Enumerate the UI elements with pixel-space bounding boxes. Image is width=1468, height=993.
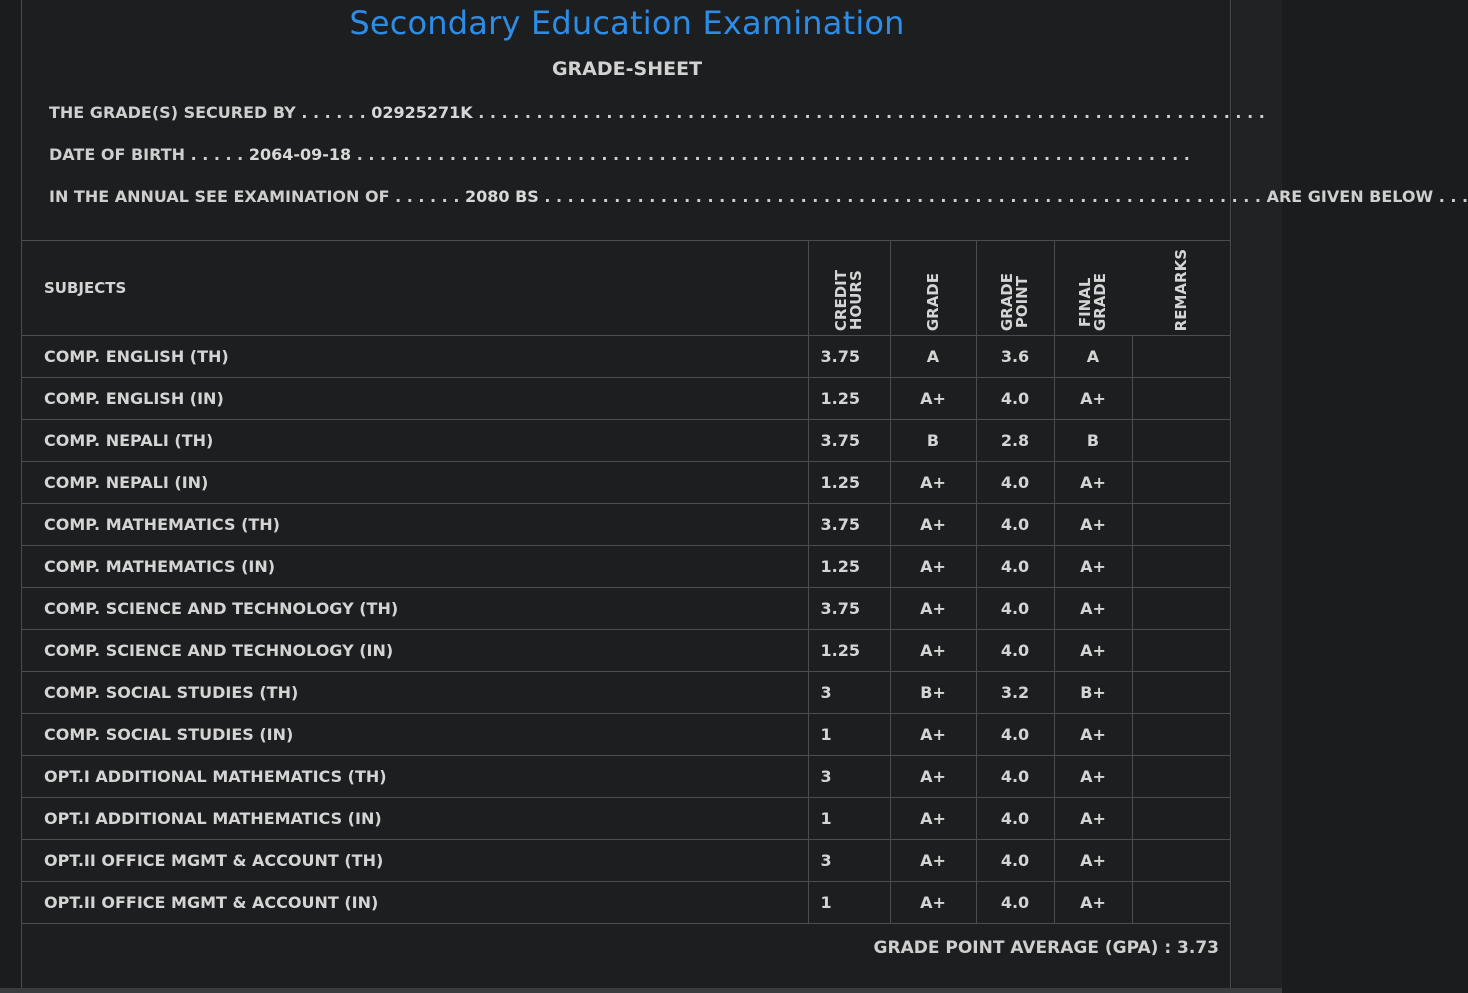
bottom-scrollbar[interactable] bbox=[0, 988, 1282, 993]
header-grade-label bbox=[923, 271, 942, 332]
exam-year: 2080 BS bbox=[464, 187, 539, 206]
grade-cell: A+ bbox=[890, 798, 976, 840]
remarks-cell bbox=[1132, 420, 1231, 462]
table-row bbox=[22, 420, 1231, 462]
credit-hours-cell: 3 bbox=[808, 840, 890, 882]
exam-suffix: ARE GIVEN BELOW . . . bbox=[1266, 187, 1468, 206]
secured-by-label: THE GRADE(S) SECURED BY . . . . . . bbox=[49, 103, 366, 122]
final-grade-cell: B+ bbox=[1054, 672, 1132, 714]
grade-cell: B bbox=[890, 420, 976, 462]
final-grade-cell: A+ bbox=[1054, 504, 1132, 546]
table-row bbox=[22, 462, 1231, 504]
header-grade-point-text-2: POINT bbox=[1013, 276, 1031, 329]
table-header-row bbox=[22, 241, 1231, 336]
final-grade-cell: A+ bbox=[1054, 630, 1132, 672]
date-of-birth: 2064-09-18 bbox=[248, 145, 352, 164]
subject-cell: COMP. SCIENCE AND TECHNOLOGY (IN) bbox=[22, 630, 808, 672]
grade-cell: A+ bbox=[890, 462, 976, 504]
subject-cell: OPT.II OFFICE MGMT & ACCOUNT (TH) bbox=[22, 840, 808, 882]
remarks-cell bbox=[1132, 588, 1231, 630]
remarks-cell bbox=[1132, 504, 1231, 546]
grade-point-cell: 4.0 bbox=[976, 798, 1054, 840]
final-grade-cell: A+ bbox=[1054, 798, 1132, 840]
grade-sheet bbox=[21, 0, 1468, 988]
table-row bbox=[22, 588, 1231, 630]
grade-cell: A+ bbox=[890, 630, 976, 672]
final-grade-cell: A+ bbox=[1054, 546, 1132, 588]
header-remarks bbox=[1132, 241, 1231, 336]
table-row bbox=[22, 672, 1231, 714]
header-grade bbox=[890, 241, 976, 336]
credit-hours-cell: 1 bbox=[808, 882, 890, 924]
date-of-birth-line bbox=[49, 145, 1190, 164]
remarks-cell bbox=[1132, 378, 1231, 420]
grades-table-body bbox=[22, 336, 1231, 924]
table-row bbox=[22, 714, 1231, 756]
credit-hours-cell: 3.75 bbox=[808, 420, 890, 462]
grade-cell: A+ bbox=[890, 588, 976, 630]
final-grade-cell: A bbox=[1054, 336, 1132, 378]
subject-cell: COMP. ENGLISH (TH) bbox=[22, 336, 808, 378]
page-subtitle: GRADE-SHEET bbox=[551, 58, 703, 80]
grade-point-cell: 3.2 bbox=[976, 672, 1054, 714]
table-row bbox=[22, 756, 1231, 798]
credit-hours-cell: 1.25 bbox=[808, 462, 890, 504]
credit-hours-cell: 3 bbox=[808, 672, 890, 714]
final-grade-cell: A+ bbox=[1054, 756, 1132, 798]
header-final-grade-text-2: GRADE bbox=[1091, 273, 1110, 332]
secured-by-line bbox=[49, 103, 1265, 122]
header-final-grade-text-1: FINAL bbox=[1076, 277, 1095, 328]
grade-cell: A+ bbox=[890, 714, 976, 756]
table-row bbox=[22, 504, 1231, 546]
grade-point-cell: 4.0 bbox=[976, 714, 1054, 756]
grades-table bbox=[22, 240, 1231, 924]
grade-point-cell: 4.0 bbox=[976, 840, 1054, 882]
exam-dots: . . . . . . . . . . . . . . . . . . . . . . . . . . . . . . . . . . . . . . . . . . . . . . . . . . . . . . . . . . . . . . bbox=[544, 187, 1262, 206]
subject-cell: COMP. MATHEMATICS (TH) bbox=[22, 504, 808, 546]
credit-hours-cell: 3.75 bbox=[808, 504, 890, 546]
exam-label: IN THE ANNUAL SEE EXAMINATION OF . . . . . . bbox=[49, 187, 460, 206]
header-hours-label: HOURS bbox=[847, 270, 865, 331]
grade-point-cell: 4.0 bbox=[976, 756, 1054, 798]
header-subjects: SUBJECTS bbox=[22, 241, 808, 336]
remarks-cell bbox=[1132, 756, 1231, 798]
subject-cell: COMP. SOCIAL STUDIES (TH) bbox=[22, 672, 808, 714]
remarks-cell bbox=[1132, 798, 1231, 840]
header-credit-hours-label bbox=[834, 268, 864, 331]
table-row bbox=[22, 378, 1231, 420]
credit-hours-cell: 1.25 bbox=[808, 630, 890, 672]
grade-cell: A+ bbox=[890, 378, 976, 420]
subject-cell: COMP. SCIENCE AND TECHNOLOGY (TH) bbox=[22, 588, 808, 630]
header-credit-hours bbox=[808, 241, 890, 336]
remarks-cell bbox=[1132, 714, 1231, 756]
final-grade-cell: A+ bbox=[1054, 882, 1132, 924]
grade-point-cell: 3.6 bbox=[976, 336, 1054, 378]
subject-cell: COMP. ENGLISH (IN) bbox=[22, 378, 808, 420]
header-final-grade bbox=[1054, 241, 1132, 336]
credit-hours-cell: 3.75 bbox=[808, 588, 890, 630]
remarks-cell bbox=[1132, 336, 1231, 378]
subject-cell: COMP. NEPALI (IN) bbox=[22, 462, 808, 504]
grade-point-cell: 4.0 bbox=[976, 588, 1054, 630]
side-panel bbox=[1232, 0, 1282, 993]
secured-by-dots: . . . . . . . . . . . . . . . . . . . . . . . . . . . . . . . . . . . . . . . . . . . . . . . . . . . . . . . . . . . . . . . . . . . . bbox=[478, 103, 1265, 122]
final-grade-cell: A+ bbox=[1054, 462, 1132, 504]
header-remarks-text: REMARKS bbox=[1172, 249, 1190, 332]
header-credit-label: CREDIT bbox=[832, 270, 850, 332]
final-grade-cell: A+ bbox=[1054, 714, 1132, 756]
credit-hours-cell: 3.75 bbox=[808, 336, 890, 378]
grade-point-cell: 4.0 bbox=[976, 462, 1054, 504]
final-grade-cell: A+ bbox=[1054, 840, 1132, 882]
final-grade-cell: B bbox=[1054, 420, 1132, 462]
subject-cell: OPT.I ADDITIONAL MATHEMATICS (TH) bbox=[22, 756, 808, 798]
remarks-cell bbox=[1132, 462, 1231, 504]
table-row bbox=[22, 798, 1231, 840]
header-remarks-label bbox=[1174, 241, 1189, 331]
remarks-cell bbox=[1132, 882, 1231, 924]
subject-cell: COMP. SOCIAL STUDIES (IN) bbox=[22, 714, 808, 756]
header-grade-point bbox=[976, 241, 1054, 336]
final-grade-cell: A+ bbox=[1054, 588, 1132, 630]
grade-cell: A+ bbox=[890, 504, 976, 546]
credit-hours-cell: 1 bbox=[808, 714, 890, 756]
grade-point-cell: 4.0 bbox=[976, 546, 1054, 588]
header-grade-text: GRADE bbox=[923, 273, 942, 332]
header-grade-point-text-1: GRADE bbox=[998, 273, 1016, 332]
header-final-grade-label bbox=[1078, 271, 1108, 331]
table-row bbox=[22, 630, 1231, 672]
page-title: Secondary Education Examination bbox=[349, 4, 905, 42]
exam-line bbox=[49, 187, 1468, 206]
dob-dots: . . . . . . . . . . . . . . . . . . . . . . . . . . . . . . . . . . . . . . . . . . . . . . . . . . . . . . . . . . . . . . . . . . . . . . . . bbox=[356, 145, 1190, 164]
grade-cell: A+ bbox=[890, 546, 976, 588]
remarks-cell bbox=[1132, 546, 1231, 588]
grade-cell: A+ bbox=[890, 882, 976, 924]
grade-point-cell: 4.0 bbox=[976, 378, 1054, 420]
grade-cell: A+ bbox=[890, 756, 976, 798]
credit-hours-cell: 1.25 bbox=[808, 546, 890, 588]
remarks-cell bbox=[1132, 672, 1231, 714]
table-row bbox=[22, 546, 1231, 588]
table-row bbox=[22, 882, 1231, 924]
credit-hours-cell: 3 bbox=[808, 756, 890, 798]
final-grade-cell: A+ bbox=[1054, 378, 1132, 420]
grade-point-cell: 2.8 bbox=[976, 420, 1054, 462]
grade-cell: A bbox=[890, 336, 976, 378]
gpa-summary: GRADE POINT AVERAGE (GPA) : 3.73 bbox=[873, 938, 1219, 958]
grade-point-cell: 4.0 bbox=[976, 630, 1054, 672]
table-row bbox=[22, 840, 1231, 882]
subject-cell: OPT.I ADDITIONAL MATHEMATICS (IN) bbox=[22, 798, 808, 840]
subject-cell: OPT.II OFFICE MGMT & ACCOUNT (IN) bbox=[22, 882, 808, 924]
grade-point-cell: 4.0 bbox=[976, 882, 1054, 924]
remarks-cell bbox=[1132, 630, 1231, 672]
header-grade-point-label bbox=[1000, 271, 1030, 331]
dob-label: DATE OF BIRTH . . . . . bbox=[49, 145, 244, 164]
credit-hours-cell: 1.25 bbox=[808, 378, 890, 420]
table-row bbox=[22, 336, 1231, 378]
credit-hours-cell: 1 bbox=[808, 798, 890, 840]
remarks-cell bbox=[1132, 840, 1231, 882]
subject-cell: COMP. NEPALI (TH) bbox=[22, 420, 808, 462]
subject-cell: COMP. MATHEMATICS (IN) bbox=[22, 546, 808, 588]
grade-point-cell: 4.0 bbox=[976, 504, 1054, 546]
symbol-number: 02925271K bbox=[371, 103, 473, 122]
grade-cell: A+ bbox=[890, 840, 976, 882]
grade-cell: B+ bbox=[890, 672, 976, 714]
